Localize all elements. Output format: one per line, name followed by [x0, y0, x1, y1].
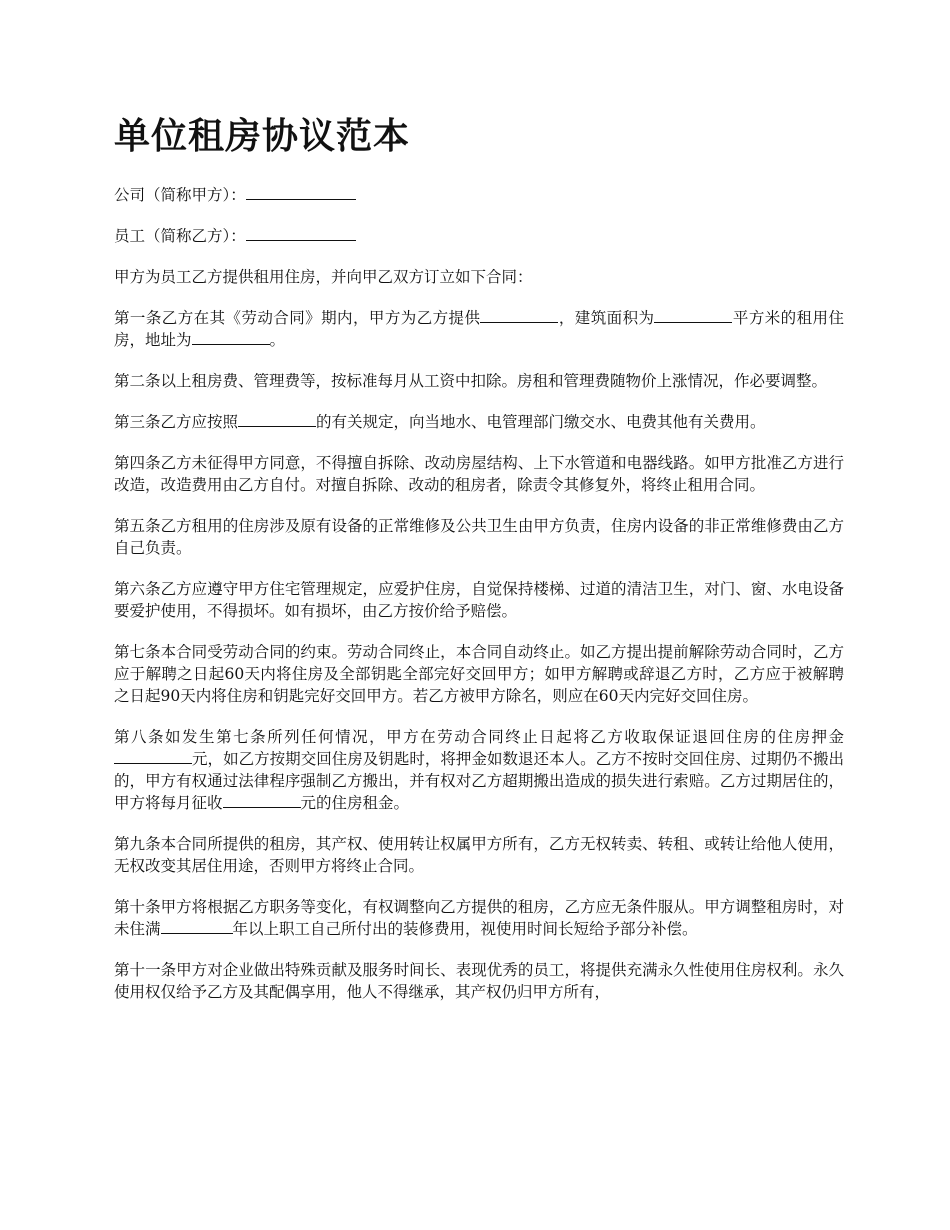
clause-1-text-a: 第一条乙方在其《劳动合同》期内，甲方为乙方提供 — [114, 309, 481, 327]
clause-3-text-a: 第三条乙方应按照 — [114, 413, 239, 431]
document-page — [114, 112, 844, 1022]
clause-3 — [114, 411, 844, 433]
housing-type-blank — [480, 308, 558, 323]
deposit-blank — [114, 749, 192, 764]
document-title: 单位租房协议范本 — [114, 115, 411, 157]
party-a-line — [114, 184, 844, 206]
clause-1 — [114, 307, 844, 351]
party-b-line — [114, 225, 844, 247]
clause-3-text-b: 的有关规定，向当地水、电管理部门缴交水、电费其他有关费用。 — [316, 413, 766, 431]
clause-5: 第五条乙方租用的住房涉及原有设备的正常维修及公共卫生由甲方负责，住房内设备的非正常维修费由乙方自己负责。 — [114, 517, 844, 557]
clause-8-text-c: 元的住房租金。 — [300, 794, 410, 812]
address-blank — [192, 330, 270, 345]
regulation-blank — [238, 412, 316, 427]
party-a-label: 公司（简称甲方）： — [114, 186, 246, 204]
overdue-rent-blank — [223, 793, 301, 808]
party-a-blank — [246, 185, 356, 200]
years-blank — [161, 919, 233, 934]
intro-paragraph: 甲方为员工乙方提供租用住房，并向甲乙双方订立如下合同： — [114, 268, 533, 286]
clause-1-text-d: 。 — [269, 331, 286, 349]
clause-1-text-b: ，建筑面积为 — [558, 309, 655, 327]
clause-4: 第四条乙方未征得甲方同意，不得擅自拆除、改动房屋结构、上下水管道和电器线路。如甲方批准乙方进行改造，改造费用由乙方自付。对擅自拆除、改动的租房者，除责令其修复外，将终止租用合同。 — [114, 454, 844, 494]
clause-9: 第九条本合同所提供的租房，其产权、使用转让权属甲方所有，乙方无权转卖、转租、或转让给他人使用，无权改变其居住用途，否则甲方将终止合同。 — [114, 835, 844, 875]
clause-1-text-c: 平方米的租用住房，地址为 — [114, 309, 844, 349]
clause-10 — [114, 896, 844, 940]
clause-7: 第七条本合同受劳动合同的约束。劳动合同终止，本合同自动终止。如乙方提出提前解除劳动合同时，乙方应于解聘之日起60天内将住房及全部钥匙全部完好交回甲方；如甲方解聘或辞退乙方时，乙方应于被解聘之日起90天内将住房和钥匙完好交回甲方。若乙方被甲方除名，则应在60天内完好交回住房。 — [114, 643, 844, 705]
clause-11: 第十一条甲方对企业做出特殊贡献及服务时间长、表现优秀的员工，将提供充满永久性使用住房权利。永久使用权仅给予乙方及其配偶享用，他人不得继承，其产权仍归甲方所有， — [114, 961, 844, 1001]
clause-6: 第六条乙方应遵守甲方住宅管理规定，应爱护住房，自觉保持楼梯、过道的清洁卫生，对门、窗、水电设备要爱护使用，不得损坏。如有损坏，由乙方按价给予赔偿。 — [114, 580, 844, 620]
clause-10-text-a: 第十条甲方将根据乙方职务等变化，有权调整向乙方提供的租房，乙方应无条件服从。甲方调整租房时，对未住满 — [114, 898, 844, 938]
area-blank — [654, 308, 732, 323]
clause-8 — [114, 726, 844, 814]
clause-10-text-b: 年以上职工自己所付出的装修费用，视使用时间长短给予部分补偿。 — [232, 920, 698, 938]
clause-2: 第二条以上租房费、管理费等，按标准每月从工资中扣除。房租和管理费随物价上涨情况，作必要调整。 — [114, 372, 828, 390]
party-b-blank — [246, 226, 356, 241]
clause-8-text-a: 第八条如发生第七条所列任何情况，甲方在劳动合同终止日起将乙方收取保证退回住房的住房押金 — [114, 728, 844, 746]
party-b-label: 员工（简称乙方）： — [114, 227, 246, 245]
clause-8-text-b: 元，如乙方按期交回住房及钥匙时，将押金如数退还本人。乙方不按时交回住房、过期仍不搬出的，甲方有权通过法律程序强制乙方搬出，并有权对乙方超期搬出造成的损失进行索赔。乙方过期居住的，甲方将每月征收 — [114, 750, 844, 812]
